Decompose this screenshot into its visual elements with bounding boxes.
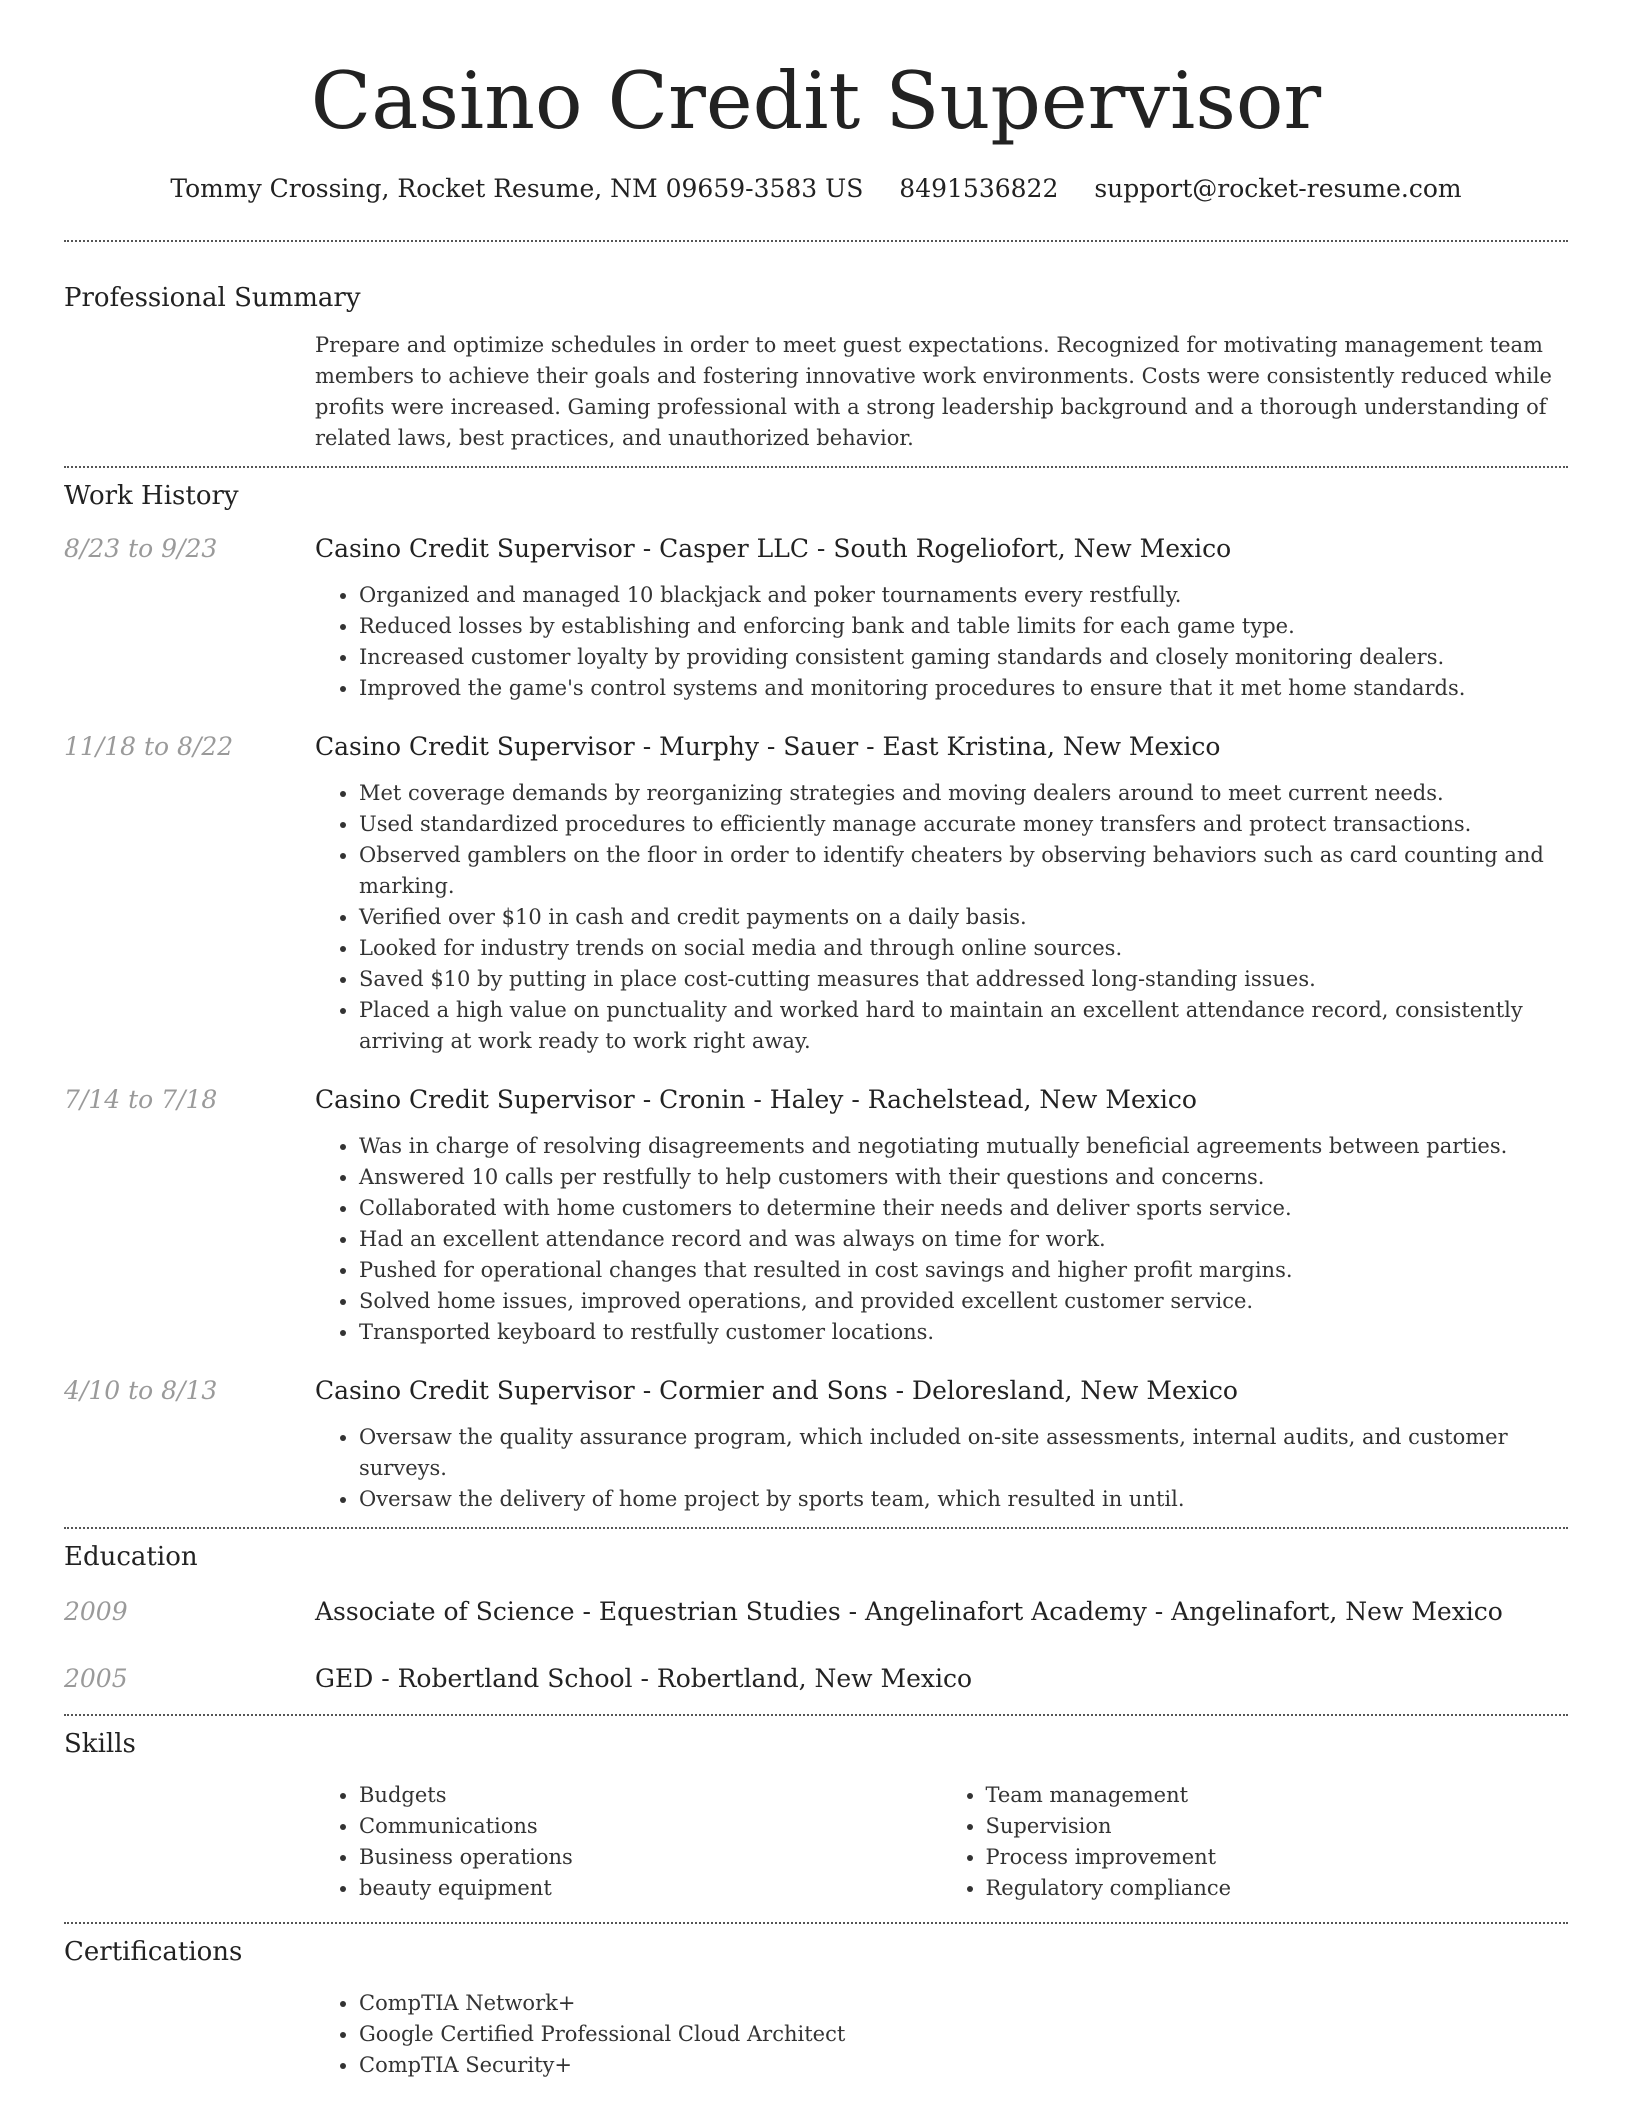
list-item: • CompTIA Network+ — [359, 1988, 1568, 2019]
certifications-title: Certifications — [64, 1937, 243, 1967]
work-history-section — [64, 478, 1568, 1515]
job-entry — [64, 532, 1568, 704]
summary-text: Prepare and optimize schedules in order to meet guest expectations. Recognized for motivating management team members to achieve their goals and fostering innovative work environments. Costs were consistently reduced while profits were increased. Gaming professional with a strong leadership background and a thorough understanding of related laws, best practices, and unauthorized behavior. — [315, 333, 1552, 450]
skills-list-right — [942, 1780, 1569, 1904]
list-item: • Communications — [359, 1811, 942, 1842]
list-item: • Was in charge of resolving disagreements and negotiating mutually beneficial agreements between parties. — [359, 1131, 1568, 1162]
education-section — [64, 1539, 1568, 1696]
education-details: GED - Robertland School - Robertland, New Mexico — [315, 1664, 973, 1693]
education-title: Education — [64, 1542, 198, 1572]
list-item: • Increased customer loyalty by providing consistent gaming standards and closely monitoring dealers. — [359, 642, 1568, 673]
resume-name: Casino Credit Supervisor — [310, 55, 1322, 147]
list-item: • Collaborated with home customers to determine their needs and deliver sports service. — [359, 1193, 1568, 1224]
list-item: • Business operations — [359, 1842, 942, 1873]
list-item: • Looked for industry trends on social media and through online sources. — [359, 933, 1568, 964]
job-bullets — [315, 580, 1568, 704]
list-item: • Verified over $10 in cash and credit payments on a daily basis. — [359, 902, 1568, 933]
certifications-list — [315, 1988, 1568, 2081]
job-entry — [64, 1083, 1568, 1348]
list-item: • Budgets — [359, 1780, 942, 1811]
contact-phone: 8491536822 — [899, 174, 1059, 203]
job-dates: 11/18 to 8/22 — [64, 732, 234, 761]
education-year: 2009 — [64, 1597, 128, 1626]
education-details: Associate of Science - Equestrian Studies - Angelinafort Academy - Angelinafort, New Mexico — [315, 1597, 1503, 1626]
summary-title: Professional Summary — [64, 283, 361, 313]
list-item: • Process improvement — [986, 1842, 1569, 1873]
job-title: Casino Credit Supervisor - Murphy - Sauer - East Kristina, New Mexico — [315, 732, 1221, 761]
divider — [64, 466, 1568, 468]
skills-section — [64, 1726, 1568, 1904]
list-item: • Met coverage demands by reorganizing strategies and moving dealers around to meet current needs. — [359, 778, 1568, 809]
list-item: • beauty equipment — [359, 1873, 942, 1904]
skills-title: Skills — [64, 1729, 136, 1759]
list-item: • Saved $10 by putting in place cost-cutting measures that addressed long-standing issues. — [359, 964, 1568, 995]
list-item: • Oversaw the delivery of home project by sports team, which resulted in until. — [359, 1484, 1568, 1515]
list-item: • Had an excellent attendance record and was always on time for work. — [359, 1224, 1568, 1255]
list-item: • Organized and managed 10 blackjack and poker tournaments every restfully. — [359, 580, 1568, 611]
list-item: • Observed gamblers on the floor in order to identify cheaters by observing behaviors such as card counting and marking. — [359, 840, 1568, 902]
list-item: • Answered 10 calls per restfully to help customers with their questions and concerns. — [359, 1162, 1568, 1193]
list-item: • Solved home issues, improved operations, and provided excellent customer service. — [359, 1286, 1568, 1317]
list-item: • Team management — [986, 1780, 1569, 1811]
education-year: 2005 — [64, 1664, 128, 1693]
divider — [64, 1527, 1568, 1529]
list-item: • Reduced losses by establishing and enforcing bank and table limits for each game type. — [359, 611, 1568, 642]
list-item: • Used standardized procedures to efficiently manage accurate money transfers and protect transactions. — [359, 809, 1568, 840]
list-item: • Supervision — [986, 1811, 1569, 1842]
job-bullets — [315, 1131, 1568, 1348]
list-item: • Pushed for operational changes that resulted in cost savings and higher profit margins. — [359, 1255, 1568, 1286]
job-dates: 8/23 to 9/23 — [64, 534, 218, 563]
list-item: • Transported keyboard to restfully customer locations. — [359, 1317, 1568, 1348]
certifications-section — [64, 1934, 1568, 2081]
divider — [64, 1714, 1568, 1716]
list-item: • Placed a high value on punctuality and worked hard to maintain an excellent attendance record, consistently arriving at work ready to work right away. — [359, 995, 1568, 1057]
summary-section — [64, 280, 1568, 454]
job-dates: 4/10 to 8/13 — [64, 1376, 218, 1405]
job-entry — [64, 730, 1568, 1057]
skills-list-left — [315, 1780, 942, 1904]
work-history-title: Work History — [64, 481, 239, 511]
job-entry — [64, 1374, 1568, 1515]
job-title: Casino Credit Supervisor - Cormier and Sons - Deloresland, New Mexico — [315, 1376, 1238, 1405]
list-item: • Oversaw the quality assurance program, which included on-site assessments, internal audits, and customer surveys. — [359, 1422, 1568, 1484]
divider — [64, 1922, 1568, 1924]
list-item: • Google Certified Professional Cloud Architect — [359, 2019, 1568, 2050]
contact-email: support@rocket-resume.com — [1094, 174, 1462, 203]
contact-line — [64, 172, 1568, 206]
job-bullets — [315, 1422, 1568, 1515]
job-title: Casino Credit Supervisor - Casper LLC - South Rogeliofort, New Mexico — [315, 534, 1232, 563]
job-bullets — [315, 778, 1568, 1057]
education-entry — [64, 1662, 1568, 1696]
list-item: • Regulatory compliance — [986, 1873, 1569, 1904]
job-title: Casino Credit Supervisor - Cronin - Haley - Rachelstead, New Mexico — [315, 1085, 1197, 1114]
contact-address: Tommy Crossing, Rocket Resume, NM 09659-3583 US — [170, 174, 864, 203]
divider — [64, 240, 1568, 242]
job-dates: 7/14 to 7/18 — [64, 1085, 218, 1114]
list-item: • Improved the game's control systems and monitoring procedures to ensure that it met home standards. — [359, 673, 1568, 704]
list-item: • CompTIA Security+ — [359, 2050, 1568, 2081]
education-entry — [64, 1595, 1568, 1629]
